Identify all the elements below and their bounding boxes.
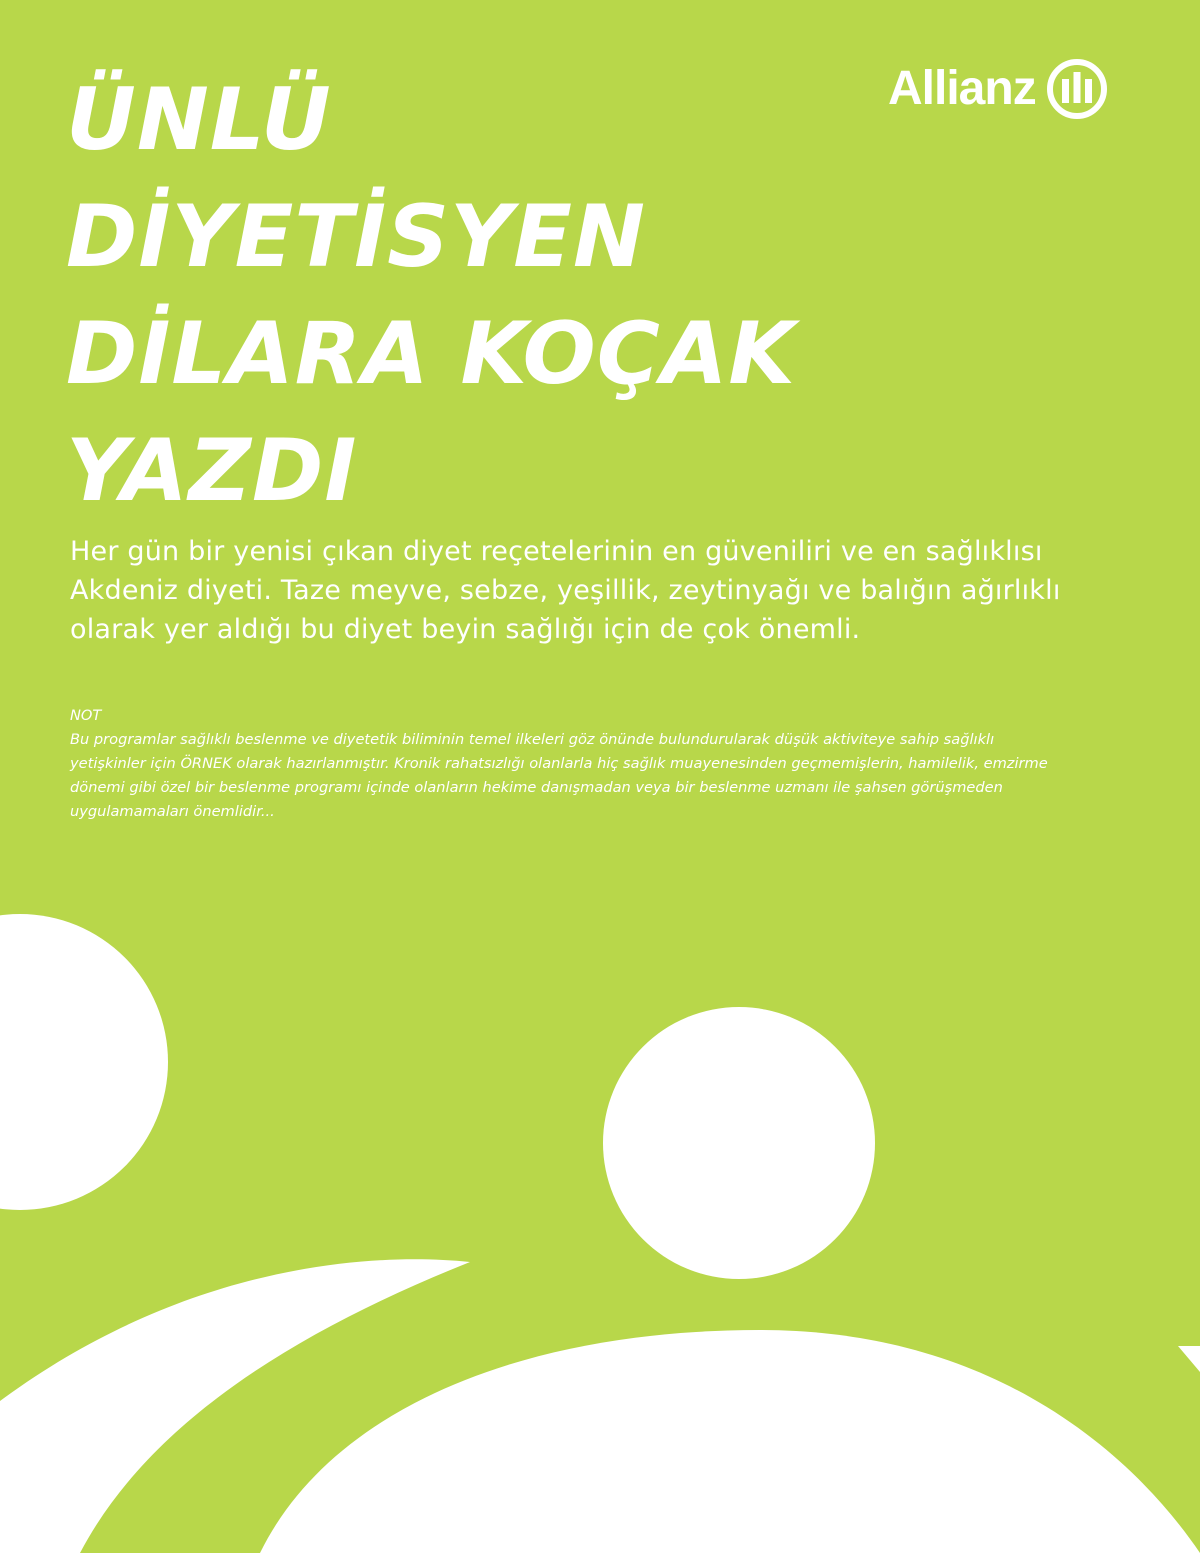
note-text: Bu programlar sağlıklı beslenme ve diyetetik biliminin temel ilkeleri göz önünde bulundurularak düşük aktiviteye sahip sağlıklı yetişkinler için ÖRNEK olarak hazırlanmıştır. Kronik rahatsızlığı olanlarla hiç sağlık muayenesinden geçmemişlerin, hamilelik, emzirme dönemi gibi özel bir beslenme programı içinde olanların hekime danışmadan veya bir beslenme uzmanı ile şahsen görüşmeden uygulamamaları önemlidir... (70, 731, 1048, 820)
large-bottom-arc (0, 1259, 470, 1553)
headline-line-4: YAZDI (66, 421, 358, 521)
headline (66, 62, 796, 530)
headline-line-3: DİLARA KOÇAK (66, 304, 797, 404)
brand-name: Allianz (888, 62, 1036, 115)
bottom-dome (260, 1330, 1200, 1553)
note-label: NOT (70, 707, 102, 724)
disclaimer-note (70, 704, 1070, 824)
left-partial-circle (0, 914, 168, 1210)
right-corner-wedge (1178, 1346, 1200, 1372)
headline-line-1: ÜNLÜ (66, 70, 332, 170)
middle-circle (603, 1007, 875, 1279)
allianz-eagle-bars-icon (1046, 58, 1108, 120)
headline-line-2: DİYETİSYEN (66, 187, 647, 287)
allianz-logo (888, 58, 1108, 120)
intro-paragraph: Her gün bir yenisi çıkan diyet reçetelerinin en güveniliri ve en sağlıklısı Akdeniz diyeti. Taze meyve, sebze, yeşillik, zeytinyağı ve balığın ağırlıklı olarak yer aldığı bu diyet beyin sağlığı için de çok önemli. (70, 536, 1061, 645)
